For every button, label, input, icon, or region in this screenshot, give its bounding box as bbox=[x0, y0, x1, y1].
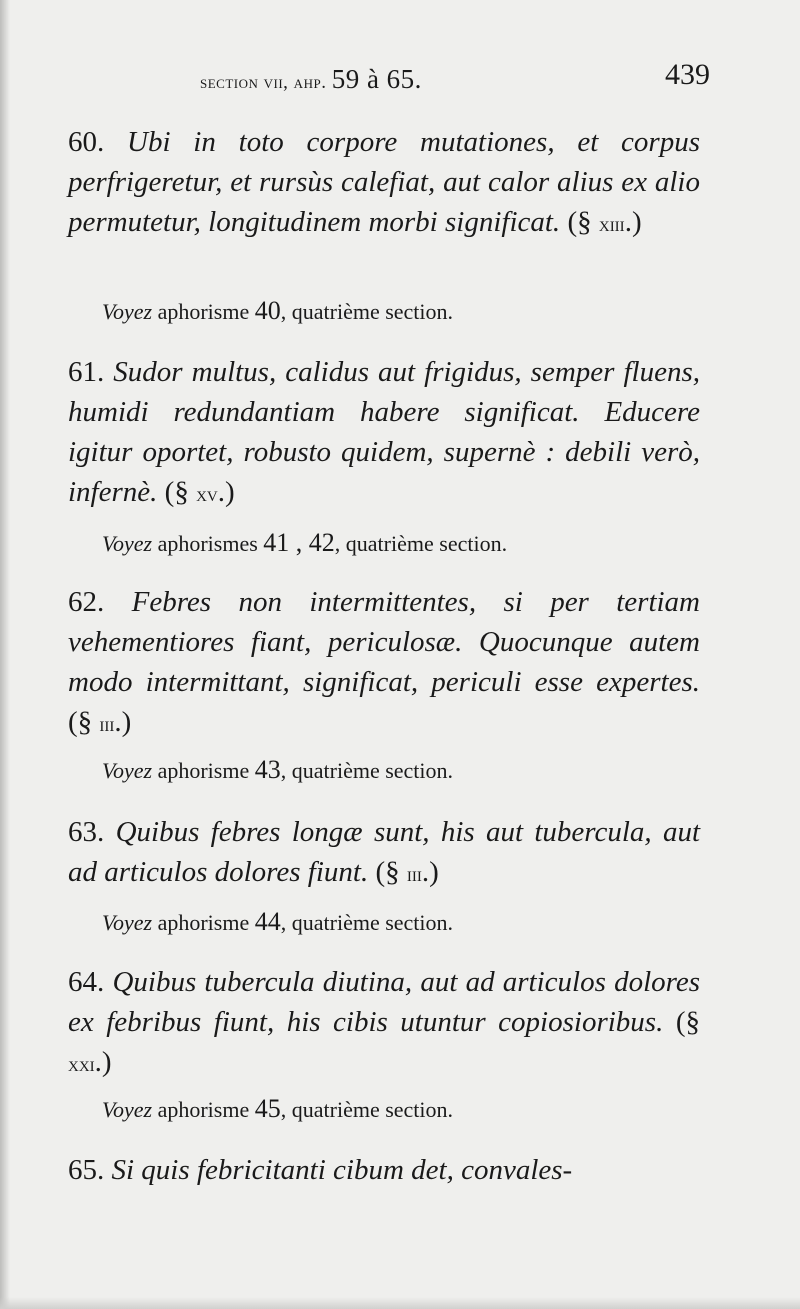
note-voyez: Voyez bbox=[102, 758, 153, 783]
reference-number: iii bbox=[99, 711, 115, 736]
note-rest: , quatrième section. bbox=[334, 531, 508, 556]
aphorism-reference: (§ iii.) bbox=[68, 706, 132, 738]
note-62 bbox=[102, 755, 453, 785]
note-rest: , quatrième section. bbox=[280, 1097, 454, 1122]
note-rest: , quatrième section. bbox=[280, 758, 454, 783]
note-numbers: 40 bbox=[254, 296, 281, 325]
note-voyez: Voyez bbox=[102, 531, 153, 556]
note-numbers: 45 bbox=[254, 1094, 281, 1123]
reference-number: xxi bbox=[68, 1051, 95, 1076]
note-word: aphorisme bbox=[157, 299, 250, 324]
aphorism-reference: (§ xiii.) bbox=[567, 206, 642, 238]
aphorism-text: Quibus febres longæ sunt, his aut tubercula, aut ad articulos dolores fiunt. bbox=[68, 816, 701, 888]
aphorism-number: 60. bbox=[68, 126, 105, 158]
aphorism-63 bbox=[68, 812, 700, 894]
aphorism-number: 63. bbox=[68, 816, 105, 848]
note-64 bbox=[102, 1094, 453, 1124]
note-60 bbox=[102, 296, 453, 326]
note-word: aphorisme bbox=[157, 758, 250, 783]
aphorism-number: 62. bbox=[68, 586, 105, 618]
aphorism-reference: (§ xv.) bbox=[164, 476, 235, 508]
aphorism-number: 61. bbox=[68, 356, 105, 388]
aphorism-number: 64. bbox=[68, 966, 105, 998]
page-number: 439 bbox=[665, 58, 710, 91]
aphorism-number: 65. bbox=[68, 1154, 105, 1186]
aphorism-64 bbox=[68, 962, 700, 1084]
note-word: aphorisme bbox=[157, 1097, 250, 1122]
aphorism-text: Sudor multus, calidus aut frigidus, semper fluens, humidi redundantiam habere significat. Educere igitur oportet, robusto quidem, supernè : debili verò, infernè. bbox=[68, 356, 701, 508]
aphorism-text: Quibus tubercula diutina, aut ad articulos dolores ex febribus fiunt, his cibis utuntur copiosioribus. bbox=[68, 966, 701, 1038]
note-word: aphorisme bbox=[157, 910, 250, 935]
note-61 bbox=[102, 528, 507, 558]
note-numbers: 41 , 42 bbox=[263, 528, 335, 557]
note-voyez: Voyez bbox=[102, 1097, 153, 1122]
note-voyez: Voyez bbox=[102, 299, 153, 324]
note-rest: , quatrième section. bbox=[280, 299, 454, 324]
running-title bbox=[200, 64, 422, 95]
running-title-text: section vii, ahp. bbox=[200, 72, 327, 93]
note-numbers: 44 bbox=[254, 907, 281, 936]
note-word: aphorismes bbox=[157, 531, 258, 556]
note-rest: , quatrième section. bbox=[280, 910, 454, 935]
reference-number: iii bbox=[406, 861, 422, 886]
reference-number: xiii bbox=[598, 211, 625, 236]
note-voyez: Voyez bbox=[102, 910, 153, 935]
note-63 bbox=[102, 907, 453, 937]
aphorism-reference: (§ iii.) bbox=[375, 856, 439, 888]
aphorism-reference: (§ xxi.) bbox=[68, 1006, 701, 1078]
aphorism-text: Si quis febricitanti cibum det, convales- bbox=[111, 1154, 573, 1186]
aphorism-range: 59 à 65. bbox=[331, 64, 422, 94]
aphorism-60 bbox=[68, 122, 700, 244]
aphorism-65 bbox=[68, 1150, 700, 1190]
page-header bbox=[200, 58, 710, 98]
aphorism-text: Febres non intermittentes, si per tertiam vehementiores fiant, periculosæ. Quocunque autem modo intermittant, significat, periculi esse expertes. bbox=[68, 586, 701, 698]
aphorism-61 bbox=[68, 352, 700, 514]
aphorism-text: Ubi in toto corpore mutationes, et corpus perfrigeretur, et rursùs calefiat, aut calor alius ex alio permutetur, longitudinem morbi significat. bbox=[68, 126, 700, 238]
note-numbers: 43 bbox=[254, 755, 281, 784]
aphorism-62 bbox=[68, 582, 700, 744]
reference-number: xv bbox=[196, 481, 218, 506]
